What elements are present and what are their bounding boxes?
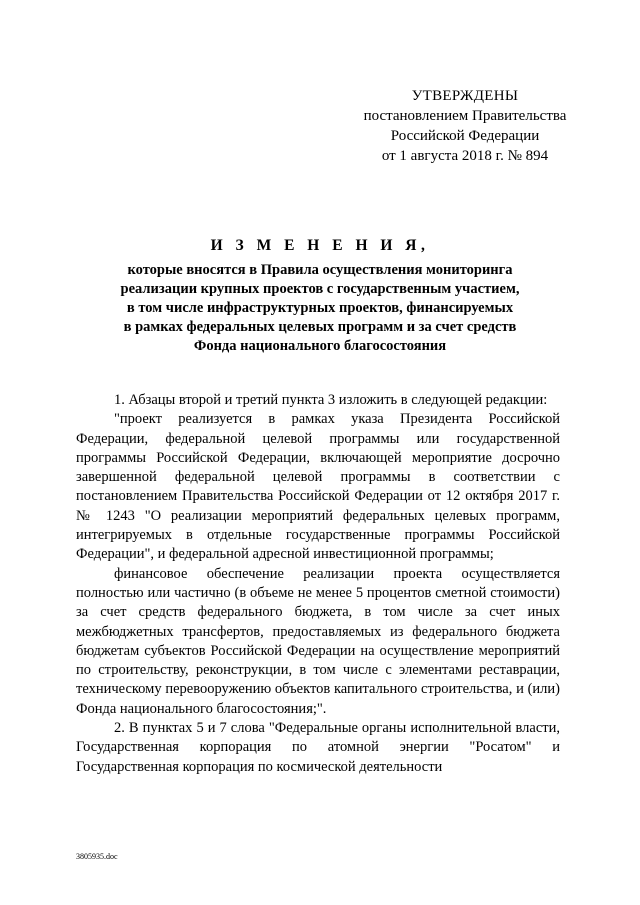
title-line: которые вносятся в Правила осуществления мониторинга: [127, 262, 513, 278]
document-body: [76, 391, 560, 777]
approval-line-government: Российской Федерации: [390, 128, 540, 144]
title-line: реализации крупных проектов с государственным участием,: [120, 281, 520, 297]
paragraph-quoted-financing: финансовое обеспечение реализации проекта осуществляется полностью или частично (в объеме не менее 5 процентов сметной стоимости) за счет средств федерального бюджета, в том числе за счет иных межбюджетных трансфертов, предоставляемых из федерального бюджета бюджетам субъектов Российской Федерации на осуществление мероприятий по строительству, реконструкции, в том числе с элементами реставрации, техническому перевооружению объектов капитального строительства, и (или) Фонда национального благосостояния;".: [76, 565, 560, 717]
approval-title: УТВЕРЖДЕНЫ: [411, 88, 519, 104]
paragraph-quoted-project: "проект реализуется в рамках указа Президента Российской Федерации, федеральной целевой программы или государственной программы Российской Федерации, включающей мероприятие досрочно завершенной федеральной целевой программы в соответствии с постановлением Правительства Российской Федерации от 12 октября 2017 г. № 1243 "О реализации мероприятий федеральных целевых программ, интегрируемых в отдельные государственные программы Российской Федерации", и федеральной адресной инвестиционной программы;: [76, 411, 560, 563]
approval-line-resolution: постановлением Правительства: [363, 108, 567, 124]
title-line: в том числе инфраструктурных проектов, финансируемых: [126, 300, 514, 316]
title-line: Фонда национального благосостояния: [193, 338, 447, 354]
paragraph-item-1: 1. Абзацы второй и третий пункта 3 изложить в следующей редакции:: [114, 392, 548, 408]
title-line: в рамках федеральных целевых программ и за счет средств: [123, 319, 517, 335]
footer-file-name: 3805935.doc: [76, 852, 118, 861]
document-title: [60, 236, 580, 356]
approval-line-date-number: от 1 августа 2018 г. № 894: [381, 148, 549, 164]
approval-stamp: [340, 86, 590, 166]
paragraph-item-2: 2. В пунктах 5 и 7 слова "Федеральные органы исполнительной власти, Государственная корпорация по атомной энергии "Росатом" и Государственная корпорация по космической деятельности: [76, 720, 560, 775]
title-heading: И З М Е Н Е Н И Я,: [210, 237, 430, 254]
